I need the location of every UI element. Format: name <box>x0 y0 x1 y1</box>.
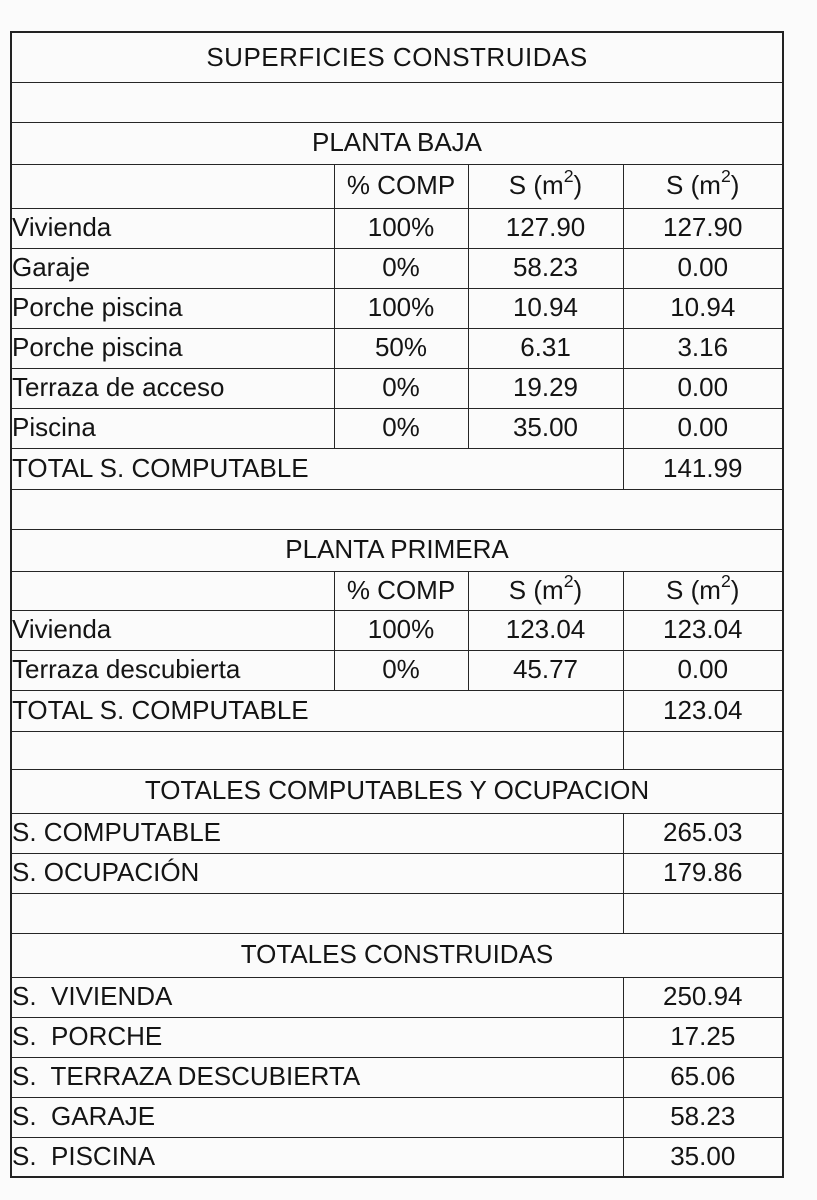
spacer-cell <box>623 731 783 769</box>
row-surface: 6.31 <box>468 328 623 368</box>
col-header-s-m2 <box>468 164 623 208</box>
row-pct: 0% <box>334 248 468 288</box>
section-header-row-planta-primera <box>11 529 783 571</box>
table-row <box>11 328 783 368</box>
row-surface-computable: 0.00 <box>623 248 783 288</box>
row-value: 265.03 <box>623 813 783 853</box>
row-pct: 0% <box>334 650 468 690</box>
spacer-cell <box>11 489 783 529</box>
row-surface: 35.00 <box>468 408 623 448</box>
section-title-planta-baja: PLANTA BAJA <box>11 122 783 164</box>
superficies-construidas-table <box>10 31 784 1178</box>
col-header-s-m2-computable <box>623 164 783 208</box>
spacer-row <box>11 731 783 769</box>
row-label: S. COMPUTABLE <box>11 813 623 853</box>
s-m2-superscript: 2 <box>720 571 731 591</box>
section-title-totales-construidas: TOTALES CONSTRUIDAS <box>11 933 783 977</box>
col-header-empty <box>11 571 334 610</box>
table-row <box>11 1057 783 1097</box>
s-m2-superscript: 2 <box>563 166 574 187</box>
row-label: Garaje <box>11 248 334 288</box>
table-row <box>11 208 783 248</box>
table-row <box>11 368 783 408</box>
spacer-cell <box>11 82 783 122</box>
row-surface-computable: 3.16 <box>623 328 783 368</box>
row-label: Terraza descubierta <box>11 650 334 690</box>
row-surface-computable: 123.04 <box>623 610 783 650</box>
row-label: Terraza de acceso <box>11 368 334 408</box>
section-header-row-totales-construidas <box>11 933 783 977</box>
row-pct: 100% <box>334 208 468 248</box>
col-header-pct-comp: % COMP <box>334 571 468 610</box>
row-surface-computable: 10.94 <box>623 288 783 328</box>
row-value: 250.94 <box>623 977 783 1017</box>
spacer-row <box>11 82 783 122</box>
row-label: S. OCUPACIÓN <box>11 853 623 893</box>
row-surface-computable: 0.00 <box>623 650 783 690</box>
s-m2-text: S (m <box>666 170 721 201</box>
row-surface-computable: 127.90 <box>623 208 783 248</box>
table-row <box>11 650 783 690</box>
col-header-s-m2 <box>468 571 623 610</box>
column-header-row-planta-baja <box>11 164 783 208</box>
col-header-s-m2-computable <box>623 571 783 610</box>
row-surface: 45.77 <box>468 650 623 690</box>
row-pct: 0% <box>334 408 468 448</box>
table-row <box>11 248 783 288</box>
spacer-cell <box>11 893 623 933</box>
row-surface: 127.90 <box>468 208 623 248</box>
section-header-row-totales-computables <box>11 769 783 813</box>
s-m2-superscript: 2 <box>563 571 574 591</box>
row-label: Porche piscina <box>11 288 334 328</box>
table-row <box>11 1137 783 1177</box>
row-pct: 100% <box>334 610 468 650</box>
row-value: 17.25 <box>623 1017 783 1057</box>
row-surface-computable: 0.00 <box>623 408 783 448</box>
row-pct: 100% <box>334 288 468 328</box>
col-header-empty <box>11 164 334 208</box>
page-title: SUPERFICIES CONSTRUIDAS <box>11 32 783 82</box>
section-title-totales-computables: TOTALES COMPUTABLES Y OCUPACION <box>11 769 783 813</box>
row-value: 65.06 <box>623 1057 783 1097</box>
row-label: S. GARAJE <box>11 1097 623 1137</box>
row-value: 58.23 <box>623 1097 783 1137</box>
title-row <box>11 32 783 82</box>
spacer-row <box>11 489 783 529</box>
section-title-planta-primera: PLANTA PRIMERA <box>11 529 783 571</box>
table-row <box>11 288 783 328</box>
spacer-cell <box>623 893 783 933</box>
table-row <box>11 977 783 1017</box>
row-surface: 58.23 <box>468 248 623 288</box>
section-header-row-planta-baja <box>11 122 783 164</box>
table-row <box>11 813 783 853</box>
table-row <box>11 1017 783 1057</box>
total-label: TOTAL S. COMPUTABLE <box>11 448 623 489</box>
row-value: 35.00 <box>623 1137 783 1177</box>
table-row <box>11 853 783 893</box>
row-surface: 123.04 <box>468 610 623 650</box>
row-label: S. VIVIENDA <box>11 977 623 1017</box>
total-label: TOTAL S. COMPUTABLE <box>11 690 623 731</box>
total-row-planta-primera <box>11 690 783 731</box>
total-value: 123.04 <box>623 690 783 731</box>
s-m2-close: ) <box>730 574 740 605</box>
total-value: 141.99 <box>623 448 783 489</box>
column-header-row-planta-primera <box>11 571 783 610</box>
s-m2-superscript: 2 <box>720 166 731 187</box>
row-label: S. PISCINA <box>11 1137 623 1177</box>
spacer-row <box>11 893 783 933</box>
row-surface: 10.94 <box>468 288 623 328</box>
spacer-cell <box>11 731 623 769</box>
s-m2-text: S (m <box>666 574 721 605</box>
row-value: 179.86 <box>623 853 783 893</box>
row-label: Porche piscina <box>11 328 334 368</box>
table-row <box>11 408 783 448</box>
row-label: Vivienda <box>11 208 334 248</box>
s-m2-close: ) <box>730 170 740 201</box>
row-pct: 0% <box>334 368 468 408</box>
row-surface: 19.29 <box>468 368 623 408</box>
row-label: Piscina <box>11 408 334 448</box>
row-label: S. TERRAZA DESCUBIERTA <box>11 1057 623 1097</box>
s-m2-text: S (m <box>508 574 564 605</box>
s-m2-close: ) <box>573 574 583 605</box>
total-row-planta-baja <box>11 448 783 489</box>
table-row <box>11 610 783 650</box>
s-m2-close: ) <box>573 170 583 201</box>
col-header-pct-comp: % COMP <box>334 164 468 208</box>
row-surface-computable: 0.00 <box>623 368 783 408</box>
row-label: Vivienda <box>11 610 334 650</box>
row-pct: 50% <box>334 328 468 368</box>
row-label: S. PORCHE <box>11 1017 623 1057</box>
s-m2-text: S (m <box>508 170 564 201</box>
table-row <box>11 1097 783 1137</box>
